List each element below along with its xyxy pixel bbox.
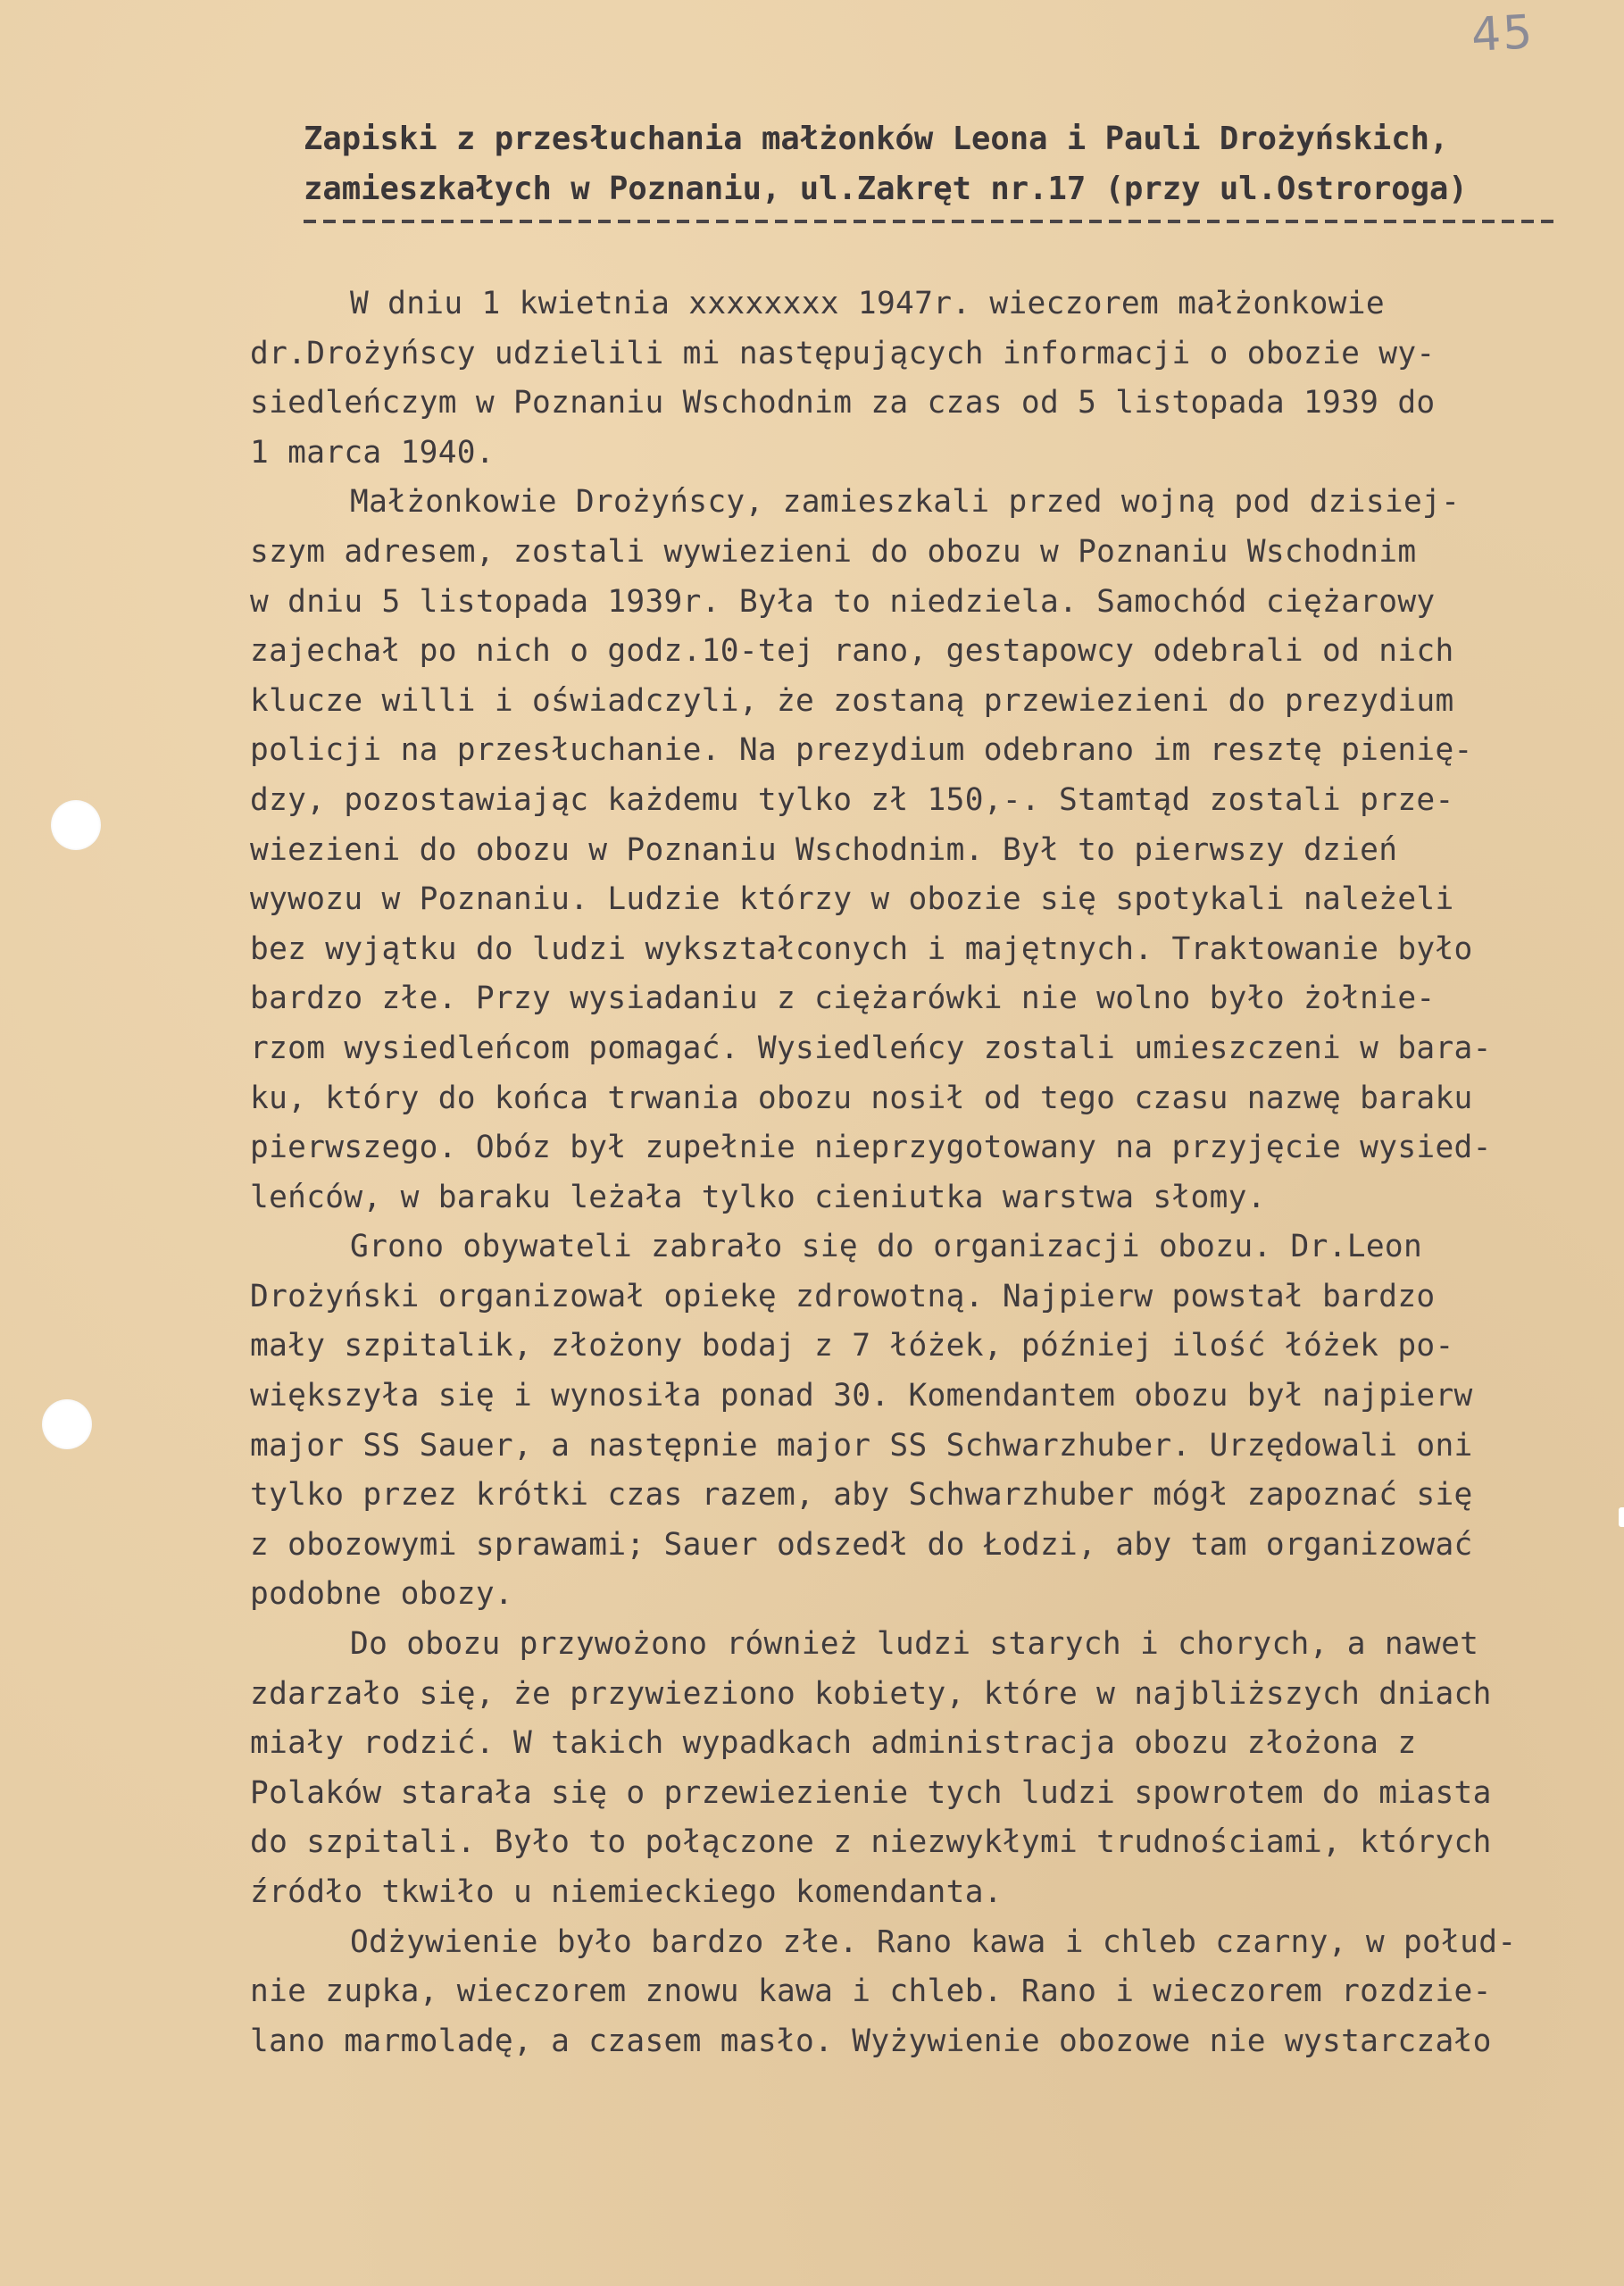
document-header xyxy=(304,114,1571,223)
body-text-line: ku, który do końca trwania obozu nosił od tego czasu nazwę baraku xyxy=(250,1080,1473,1116)
body-text-line: większyła się i wynosiła ponad 30. Komendantem obozu był najpierw xyxy=(250,1378,1473,1414)
page-number: 45 xyxy=(1470,5,1536,63)
body-text-line: leńców, w baraku leżała tylko cieniutka warstwa słomy. xyxy=(250,1179,1266,1215)
punch-hole-bottom xyxy=(42,1399,92,1449)
body-text-line: zajechał po nich o godz.10-tej rano, gestapowcy odebrali od nich xyxy=(250,633,1454,670)
punch-hole-top xyxy=(51,800,101,850)
body-text-line: dzy, pozostawiając każdemu tylko zł 150,-. Stamtąd zostali prze- xyxy=(250,781,1454,818)
header-title-line-2: zamieszkałych w Poznaniu, ul.Zakręt nr.17 (przy ul.Ostroroga) xyxy=(304,171,1468,207)
body-text-line: dr.Drożyńscy udzielili mi następujących informacji o obozie wy- xyxy=(250,335,1436,371)
body-text-line: major SS Sauer, a następnie major SS Schwarzhuber. Urzędowali oni xyxy=(250,1427,1473,1464)
header-dashed-rule xyxy=(304,220,1553,223)
body-text-line: 1 marca 1940. xyxy=(250,434,495,471)
body-text-line: bez wyjątku do ludzi wykształconych i majętnych. Traktowanie było xyxy=(250,930,1473,967)
edge-mark xyxy=(1619,1507,1624,1527)
body-text-line: szym adresem, zostali wywiezieni do obozu w Poznaniu Wschodnim xyxy=(250,533,1417,570)
body-text-line: wiezieni do obozu w Poznaniu Wschodnim. Był to pierwszy dzień xyxy=(250,831,1398,868)
body-text-line: źródło tkwiło u niemieckiego komendanta. xyxy=(250,1874,1003,1910)
body-text-line: klucze willi i oświadczyli, że zostaną przewiezieni do prezydium xyxy=(250,682,1454,719)
body-text-line: mały szpitalik, złożony bodaj z 7 łóżek, później ilość łóżek po- xyxy=(250,1328,1454,1364)
body-text-line: miały rodzić. W takich wypadkach administracja obozu złożona z xyxy=(250,1725,1417,1762)
body-text-line: policji na przesłuchanie. Na prezydium odebrano im resztę pienię- xyxy=(250,732,1473,769)
body-text-line: bardzo złe. Przy wysiadaniu z ciężarówki nie wolno było żołnie- xyxy=(250,980,1436,1017)
body-text-line: W dniu 1 kwietnia xxxxxxxx 1947r. wieczorem małżonkowie xyxy=(350,286,1385,321)
body-text-line: siedleńczym w Poznaniu Wschodnim za czas od 5 listopada 1939 do xyxy=(250,385,1436,421)
body-text-line: do szpitali. Było to połączone z niezwykłymi trudnościami, których xyxy=(250,1824,1492,1861)
body-text-line: zdarzało się, że przywieziono kobiety, które w najbliższych dniach xyxy=(250,1675,1492,1712)
body-text-line: nie zupka, wieczorem znowu kawa i chleb. Rano i wieczorem rozdzie- xyxy=(250,1973,1492,2010)
body-text-line: rzom wysiedleńcom pomagać. Wysiedleńcy zostali umieszczeni w bara- xyxy=(250,1030,1492,1066)
body-text-line: pierwszego. Obóz był zupełnie nieprzygotowany na przyjęcie wysied- xyxy=(250,1130,1492,1166)
body-text-line: tylko przez krótki czas razem, aby Schwarzhuber mógł zapoznać się xyxy=(250,1477,1473,1514)
body-text-line: Do obozu przywożono również ludzi starych i chorych, a nawet xyxy=(350,1626,1479,1663)
body-text-line: z obozowymi sprawami; Sauer odszedł do Łodzi, aby tam organizować xyxy=(250,1526,1473,1563)
header-title-line-1: Zapiski z przesłuchania małżonków Leona i Pauli Drożyńskich, xyxy=(304,121,1449,157)
body-text-line: Małżonkowie Drożyńscy, zamieszkali przed wojną pod dzisiej- xyxy=(350,484,1461,521)
document-body xyxy=(250,279,1607,2066)
body-text-line: wywozu w Poznaniu. Ludzie którzy w obozie się spotykali należeli xyxy=(250,881,1454,918)
body-text-line: w dniu 5 listopada 1939r. Była to niedziela. Samochód ciężarowy xyxy=(250,583,1436,620)
body-text-line: Drożyński organizował opiekę zdrowotną. Najpierw powstał bardzo xyxy=(250,1278,1436,1314)
body-text-line: podobne obozy. xyxy=(250,1576,513,1613)
body-text-line: Odżywienie było bardzo złe. Rano kawa i chleb czarny, w połud- xyxy=(350,1923,1517,1960)
body-text-line: lano marmoladę, a czasem masło. Wyżywienie obozowe nie wystarczało xyxy=(250,2023,1492,2059)
body-text-line: Polaków starała się o przewiezienie tych ludzi spowrotem do miasta xyxy=(250,1774,1492,1811)
body-text-line: Grono obywateli zabrało się do organizacji obozu. Dr.Leon xyxy=(350,1229,1423,1265)
